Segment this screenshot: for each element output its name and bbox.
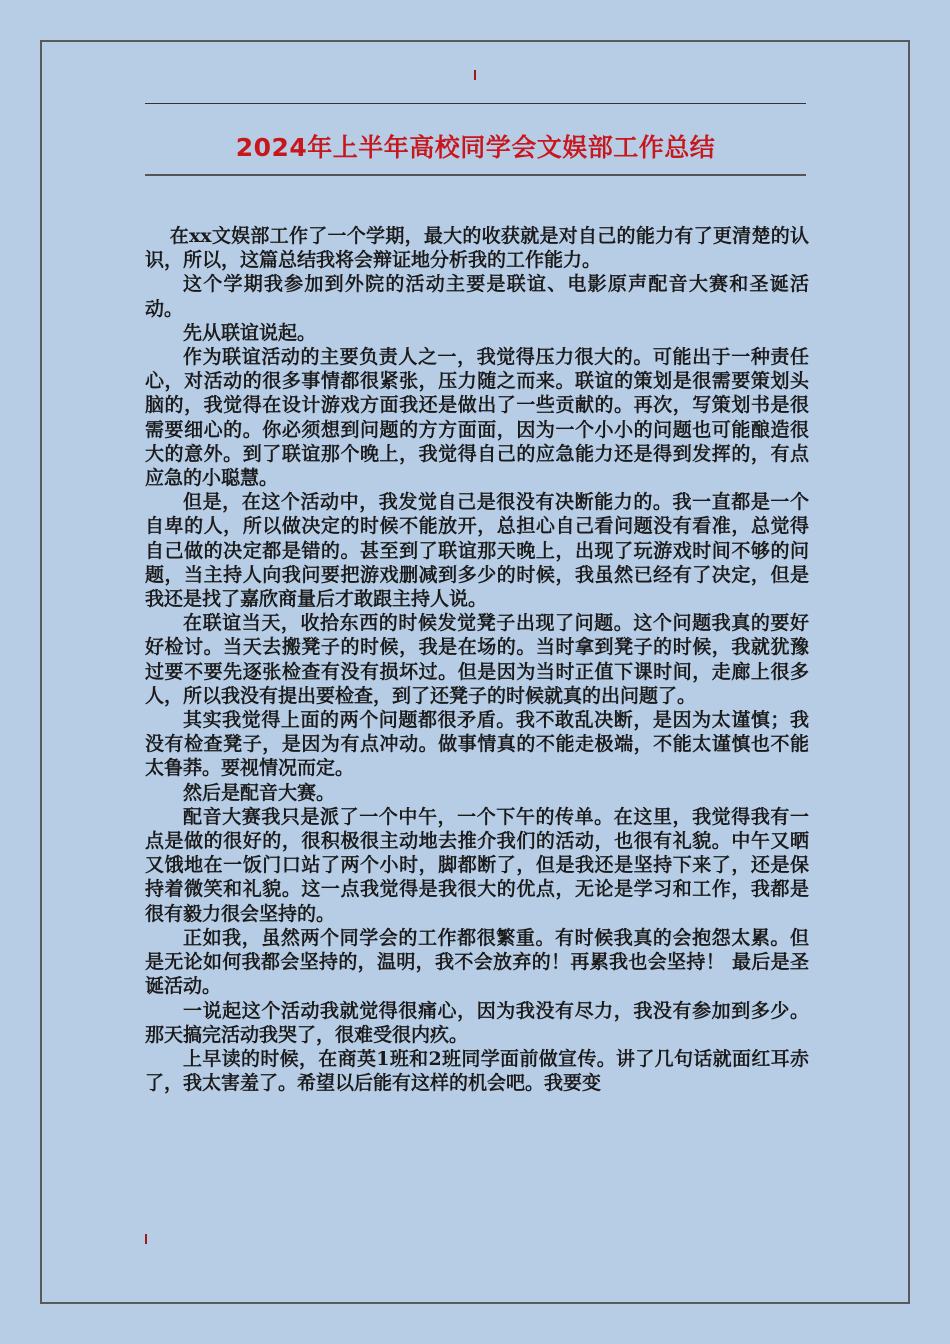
paragraph: 配音大赛我只是派了一个中午，一个下午的传单。在这里，我觉得我有一点是做的很好的，很积极很主动地去推介我们的活动，也很有礼貌。中午又晒又饿地在一饭门口站了两个小时，脚都断了，但是我还是坚持下来了，还是保持着微笑和礼貌。这一点我觉得是我很大的优点，无论是学习和工作，我都是很有毅力很会坚持的。 [145,805,809,925]
paragraph: 在xx文娱部工作了一个学期，最大的收获就是对自己的能力有了更清楚的认识，所以，这篇总结我将会辩证地分析我的工作能力。 [145,225,809,272]
footer-mark [145,1234,147,1244]
paragraph: 上早读的时候，在商英1班和2班同学面前做宣传。讲了几句话就面红耳赤了，我太害羞了。希望以后能有这样的机会吧。我要变 [145,1047,809,1095]
header-mark [474,70,476,80]
paragraph: 正如我，虽然两个同学会的工作都很繁重。有时候我真的会抱怨太累。但是无论如何我都会坚持的，温明，我不会放弃的！再累我也会坚持！ 最后是圣诞活动。 [145,926,809,998]
paragraph: 但是，在这个活动中，我发觉自己是很没有决断能力的。我一直都是一个自卑的人，所以做决定的时候不能放开，总担心自己看问题没有看准，总觉得自己做的决定都是错的。甚至到了联谊那天晚上，出现了玩游戏时间不够的问题，当主持人向我问要把游戏删减到多少的时候，我虽然已经有了决定，但是我还是找了嘉欣商量后才敢跟主持人说。 [145,491,809,611]
document-body [145,224,809,1095]
paragraph: 在联谊当天，收拾东西的时候发觉凳子出现了问题。这个问题我真的要好好检讨。当天去搬凳子的时候，我是在场的。当时拿到凳子的时候，我就犹豫过要不要先逐张检查有没有损坏过。但是因为当时正值下课时间，走廊上很多人，所以我没有提出要检查，到了还凳子的时候就真的出问题了。 [145,612,809,707]
title-rule [145,174,806,176]
paragraph: 这个学期我参加到外院的活动主要是联谊、电影原声配音大赛和圣诞活动。 [145,273,809,320]
paragraph: 然后是配音大赛。 [183,781,336,804]
paragraph: 先从联谊说起。 [183,321,317,344]
paragraph: 一说起这个活动我就觉得很痛心，因为我没有尽力，我没有参加到多少。那天搞完活动我哭了，很难受很内疚。 [145,999,809,1046]
header-rule [145,103,806,104]
document-title: 2024年上半年高校同学会文娱部工作总结 [235,133,716,162]
paragraph: 其实我觉得上面的两个问题都很矛盾。我不敢乱决断，是因为太谨慎；我没有检查凳子，是因为有点冲动。做事情真的不能走极端，不能太谨慎也不能太鲁莽。要视情况而定。 [145,709,809,780]
paragraph: 作为联谊活动的主要负责人之一，我觉得压力很大的。可能出于一种责任心，对活动的很多事情都很紧张，压力随之而来。联谊的策划是很需要策划头脑的，我觉得在设计游戏方面我还是做出了一些贡献的。再次，写策划书是很需要细心的。你必须想到问题的方方面面，因为一个小小的问题也可能酿造很大的意外。到了联谊那个晚上，我觉得自己的应急能力还是得到发挥的，有点应急的小聪慧。 [145,346,809,490]
